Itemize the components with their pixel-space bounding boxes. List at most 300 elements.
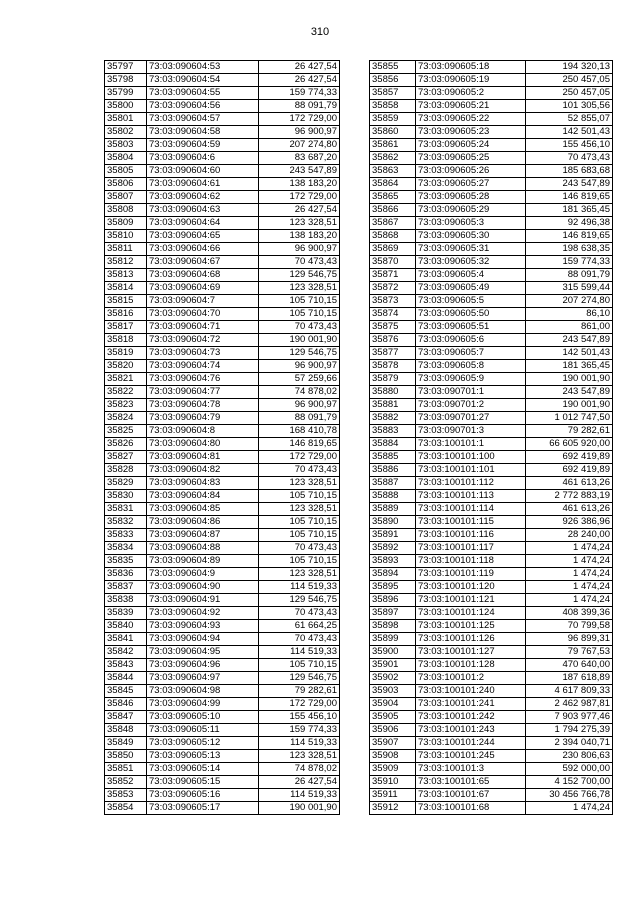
cadastral-number-cell: 73:03:090604:88	[147, 542, 259, 555]
value-cell: 105 710,15	[259, 308, 340, 321]
table-row	[105, 698, 340, 711]
cadastral-number-cell: 73:03:090604:84	[147, 490, 259, 503]
table-row	[370, 620, 613, 633]
row-number-cell: 35831	[105, 503, 147, 516]
cadastral-number-cell: 73:03:090604:91	[147, 594, 259, 607]
table-row	[105, 191, 340, 204]
row-number-cell: 35836	[105, 568, 147, 581]
row-number-cell: 35854	[105, 802, 147, 815]
cadastral-number-cell: 73:03:090604:97	[147, 672, 259, 685]
cadastral-number-cell: 73:03:100101:101	[416, 464, 526, 477]
table-row	[105, 87, 340, 100]
table-row	[105, 763, 340, 776]
value-cell: 159 774,33	[526, 256, 613, 269]
row-number-cell: 35797	[105, 61, 147, 74]
value-cell: 129 546,75	[259, 347, 340, 360]
cadastral-number-cell: 73:03:100101:114	[416, 503, 526, 516]
row-number-cell: 35848	[105, 724, 147, 737]
cadastral-number-cell: 73:03:100101:125	[416, 620, 526, 633]
row-number-cell: 35811	[105, 243, 147, 256]
value-cell: 96 899,31	[526, 633, 613, 646]
value-cell: 96 900,97	[259, 243, 340, 256]
row-number-cell: 35884	[370, 438, 416, 451]
cadastral-number-cell: 73:03:100101:2	[416, 672, 526, 685]
value-cell: 30 456 766,78	[526, 789, 613, 802]
table-row	[105, 386, 340, 399]
table-row	[370, 61, 613, 74]
table-row	[370, 165, 613, 178]
table-row	[370, 490, 613, 503]
value-cell: 52 855,07	[526, 113, 613, 126]
value-cell: 1 474,24	[526, 802, 613, 815]
table-row	[370, 789, 613, 802]
row-number-cell: 35803	[105, 139, 147, 152]
value-cell: 7 903 977,46	[526, 711, 613, 724]
table-row	[105, 672, 340, 685]
cadastral-number-cell: 73:03:090604:57	[147, 113, 259, 126]
table-row	[370, 347, 613, 360]
cadastral-number-cell: 73:03:090604:69	[147, 282, 259, 295]
row-number-cell: 35832	[105, 516, 147, 529]
cadastral-number-cell: 73:03:090605:51	[416, 321, 526, 334]
cadastral-number-cell: 73:03:100101:244	[416, 737, 526, 750]
row-number-cell: 35849	[105, 737, 147, 750]
cadastral-number-cell: 73:03:100101:112	[416, 477, 526, 490]
value-cell: 155 456,10	[526, 139, 613, 152]
cadastral-number-cell: 73:03:090605:19	[416, 74, 526, 87]
cadastral-number-cell: 73:03:090604:68	[147, 269, 259, 282]
table-row	[105, 243, 340, 256]
table-row	[370, 750, 613, 763]
table-row	[105, 100, 340, 113]
cadastral-number-cell: 73:03:090604:92	[147, 607, 259, 620]
cadastral-number-cell: 73:03:090604:99	[147, 698, 259, 711]
table-row	[105, 659, 340, 672]
value-cell: 86,10	[526, 308, 613, 321]
value-cell: 123 328,51	[259, 750, 340, 763]
cadastral-number-cell: 73:03:090604:56	[147, 100, 259, 113]
row-number-cell: 35862	[370, 152, 416, 165]
row-number-cell: 35861	[370, 139, 416, 152]
table-row	[105, 269, 340, 282]
cadastral-number-cell: 73:03:100101:242	[416, 711, 526, 724]
table-row	[105, 789, 340, 802]
row-number-cell: 35852	[105, 776, 147, 789]
row-number-cell: 35909	[370, 763, 416, 776]
row-number-cell: 35838	[105, 594, 147, 607]
cadastral-number-cell: 73:03:090605:10	[147, 711, 259, 724]
register-table-right-body	[370, 61, 613, 815]
cadastral-number-cell: 73:03:100101:1	[416, 438, 526, 451]
table-row	[370, 711, 613, 724]
row-number-cell: 35899	[370, 633, 416, 646]
cadastral-number-cell: 73:03:090605:11	[147, 724, 259, 737]
register-table-left-body	[105, 61, 340, 815]
value-cell: 181 365,45	[526, 360, 613, 373]
value-cell: 70 473,43	[259, 464, 340, 477]
row-number-cell: 35830	[105, 490, 147, 503]
value-cell: 461 613,26	[526, 503, 613, 516]
table-row	[370, 126, 613, 139]
table-row	[370, 542, 613, 555]
row-number-cell: 35911	[370, 789, 416, 802]
value-cell: 861,00	[526, 321, 613, 334]
table-row	[370, 646, 613, 659]
cadastral-number-cell: 73:03:090604:81	[147, 451, 259, 464]
table-row	[370, 282, 613, 295]
page-number: 310	[310, 26, 330, 38]
cadastral-number-cell: 73:03:090604:8	[147, 425, 259, 438]
value-cell: 88 091,79	[526, 269, 613, 282]
row-number-cell: 35845	[105, 685, 147, 698]
value-cell: 230 806,63	[526, 750, 613, 763]
value-cell: 172 729,00	[259, 451, 340, 464]
row-number-cell: 35834	[105, 542, 147, 555]
row-number-cell: 35898	[370, 620, 416, 633]
value-cell: 138 183,20	[259, 230, 340, 243]
table-row	[370, 204, 613, 217]
value-cell: 26 427,54	[259, 74, 340, 87]
table-row	[370, 516, 613, 529]
value-cell: 1 474,24	[526, 542, 613, 555]
table-row	[105, 360, 340, 373]
value-cell: 88 091,79	[259, 412, 340, 425]
table-row	[105, 685, 340, 698]
cadastral-number-cell: 73:03:090604:71	[147, 321, 259, 334]
row-number-cell: 35900	[370, 646, 416, 659]
table-row	[105, 750, 340, 763]
value-cell: 70 473,43	[259, 321, 340, 334]
cadastral-number-cell: 73:03:090604:94	[147, 633, 259, 646]
table-row	[370, 256, 613, 269]
row-number-cell: 35850	[105, 750, 147, 763]
value-cell: 70 473,43	[259, 542, 340, 555]
cadastral-number-cell: 73:03:090604:62	[147, 191, 259, 204]
row-number-cell: 35895	[370, 581, 416, 594]
table-row	[370, 139, 613, 152]
value-cell: 79 282,61	[259, 685, 340, 698]
table-row	[370, 659, 613, 672]
row-number-cell: 35810	[105, 230, 147, 243]
row-number-cell: 35869	[370, 243, 416, 256]
table-row	[105, 438, 340, 451]
cadastral-number-cell: 73:03:100101:245	[416, 750, 526, 763]
table-row	[370, 373, 613, 386]
cadastral-number-cell: 73:03:090604:67	[147, 256, 259, 269]
table-row	[105, 308, 340, 321]
row-number-cell: 35846	[105, 698, 147, 711]
row-number-cell: 35842	[105, 646, 147, 659]
row-number-cell: 35817	[105, 321, 147, 334]
table-row	[370, 399, 613, 412]
row-number-cell: 35839	[105, 607, 147, 620]
cadastral-number-cell: 73:03:090604:6	[147, 152, 259, 165]
cadastral-number-cell: 73:03:090605:8	[416, 360, 526, 373]
value-cell: 198 638,35	[526, 243, 613, 256]
value-cell: 1 012 747,50	[526, 412, 613, 425]
row-number-cell: 35890	[370, 516, 416, 529]
cadastral-number-cell: 73:03:090605:32	[416, 256, 526, 269]
value-cell: 129 546,75	[259, 594, 340, 607]
row-number-cell: 35870	[370, 256, 416, 269]
row-number-cell: 35818	[105, 334, 147, 347]
value-cell: 96 900,97	[259, 399, 340, 412]
value-cell: 146 819,65	[526, 191, 613, 204]
table-row	[105, 555, 340, 568]
row-number-cell: 35825	[105, 425, 147, 438]
row-number-cell: 35887	[370, 477, 416, 490]
value-cell: 79 767,53	[526, 646, 613, 659]
table-row	[370, 451, 613, 464]
value-cell: 250 457,05	[526, 74, 613, 87]
register-table-right	[369, 60, 613, 815]
table-row	[105, 724, 340, 737]
value-cell: 1 474,24	[526, 581, 613, 594]
cadastral-number-cell: 73:03:100101:118	[416, 555, 526, 568]
table-row	[370, 308, 613, 321]
cadastral-number-cell: 73:03:090604:83	[147, 477, 259, 490]
cadastral-number-cell: 73:03:090604:70	[147, 308, 259, 321]
table-row	[370, 581, 613, 594]
row-number-cell: 35857	[370, 87, 416, 100]
table-row	[370, 74, 613, 87]
value-cell: 101 305,56	[526, 100, 613, 113]
cadastral-number-cell: 73:03:090605:2	[416, 87, 526, 100]
cadastral-number-cell: 73:03:090701:1	[416, 386, 526, 399]
cadastral-number-cell: 73:03:090605:6	[416, 334, 526, 347]
cadastral-number-cell: 73:03:100101:116	[416, 529, 526, 542]
row-number-cell: 35800	[105, 100, 147, 113]
cadastral-number-cell: 73:03:100101:128	[416, 659, 526, 672]
table-row	[105, 516, 340, 529]
cadastral-number-cell: 73:03:090604:7	[147, 295, 259, 308]
row-number-cell: 35798	[105, 74, 147, 87]
table-row	[105, 74, 340, 87]
cadastral-number-cell: 73:03:090605:13	[147, 750, 259, 763]
cadastral-number-cell: 73:03:090605:17	[147, 802, 259, 815]
value-cell: 114 519,33	[259, 581, 340, 594]
row-number-cell: 35906	[370, 724, 416, 737]
row-number-cell: 35851	[105, 763, 147, 776]
table-row	[105, 646, 340, 659]
row-number-cell: 35802	[105, 126, 147, 139]
row-number-cell: 35813	[105, 269, 147, 282]
cadastral-number-cell: 73:03:090605:12	[147, 737, 259, 750]
value-cell: 74 878,02	[259, 763, 340, 776]
row-number-cell: 35837	[105, 581, 147, 594]
row-number-cell: 35897	[370, 607, 416, 620]
value-cell: 155 456,10	[259, 711, 340, 724]
cadastral-number-cell: 73:03:090605:15	[147, 776, 259, 789]
row-number-cell: 35875	[370, 321, 416, 334]
table-row	[105, 594, 340, 607]
cadastral-number-cell: 73:03:100101:67	[416, 789, 526, 802]
table-row	[370, 269, 613, 282]
row-number-cell: 35859	[370, 113, 416, 126]
value-cell: 4 152 700,00	[526, 776, 613, 789]
value-cell: 70 799,58	[526, 620, 613, 633]
row-number-cell: 35822	[105, 386, 147, 399]
cadastral-number-cell: 73:03:090605:24	[416, 139, 526, 152]
value-cell: 96 900,97	[259, 126, 340, 139]
cadastral-number-cell: 73:03:100101:65	[416, 776, 526, 789]
table-row	[105, 178, 340, 191]
row-number-cell: 35905	[370, 711, 416, 724]
value-cell: 159 774,33	[259, 87, 340, 100]
table-row	[105, 256, 340, 269]
value-cell: 1 474,24	[526, 568, 613, 581]
value-cell: 243 547,89	[526, 178, 613, 191]
cadastral-number-cell: 73:03:090604:55	[147, 87, 259, 100]
row-number-cell: 35896	[370, 594, 416, 607]
cadastral-number-cell: 73:03:090605:50	[416, 308, 526, 321]
row-number-cell: 35874	[370, 308, 416, 321]
cadastral-number-cell: 73:03:090604:82	[147, 464, 259, 477]
table-row	[105, 230, 340, 243]
value-cell: 138 183,20	[259, 178, 340, 191]
value-cell: 123 328,51	[259, 217, 340, 230]
table-row	[370, 698, 613, 711]
value-cell: 243 547,89	[259, 165, 340, 178]
value-cell: 83 687,20	[259, 152, 340, 165]
row-number-cell: 35801	[105, 113, 147, 126]
table-row	[370, 737, 613, 750]
table-row	[370, 230, 613, 243]
row-number-cell: 35879	[370, 373, 416, 386]
row-number-cell: 35910	[370, 776, 416, 789]
cadastral-number-cell: 73:03:100101:126	[416, 633, 526, 646]
table-row	[105, 61, 340, 74]
table-row	[370, 191, 613, 204]
row-number-cell: 35828	[105, 464, 147, 477]
cadastral-number-cell: 73:03:090605:9	[416, 373, 526, 386]
cadastral-number-cell: 73:03:100101:240	[416, 685, 526, 698]
row-number-cell: 35833	[105, 529, 147, 542]
value-cell: 79 282,61	[526, 425, 613, 438]
value-cell: 123 328,51	[259, 282, 340, 295]
row-number-cell: 35885	[370, 451, 416, 464]
row-number-cell: 35865	[370, 191, 416, 204]
cadastral-number-cell: 73:03:090604:76	[147, 373, 259, 386]
value-cell: 142 501,43	[526, 126, 613, 139]
table-row	[105, 711, 340, 724]
row-number-cell: 35904	[370, 698, 416, 711]
cadastral-number-cell: 73:03:100101:3	[416, 763, 526, 776]
cadastral-number-cell: 73:03:090604:74	[147, 360, 259, 373]
table-row	[105, 425, 340, 438]
table-row	[105, 542, 340, 555]
table-row	[370, 100, 613, 113]
table-row	[105, 373, 340, 386]
table-row	[370, 776, 613, 789]
table-row	[105, 503, 340, 516]
value-cell: 123 328,51	[259, 477, 340, 490]
row-number-cell: 35829	[105, 477, 147, 490]
value-cell: 66 605 920,00	[526, 438, 613, 451]
row-number-cell: 35820	[105, 360, 147, 373]
table-row	[105, 802, 340, 815]
cadastral-number-cell: 73:03:090605:4	[416, 269, 526, 282]
value-cell: 243 547,89	[526, 386, 613, 399]
cadastral-number-cell: 73:03:090604:77	[147, 386, 259, 399]
row-number-cell: 35888	[370, 490, 416, 503]
cadastral-number-cell: 73:03:090605:26	[416, 165, 526, 178]
row-number-cell: 35843	[105, 659, 147, 672]
cadastral-number-cell: 73:03:090604:61	[147, 178, 259, 191]
row-number-cell: 35881	[370, 399, 416, 412]
row-number-cell: 35844	[105, 672, 147, 685]
cadastral-number-cell: 73:03:090701:27	[416, 412, 526, 425]
row-number-cell: 35864	[370, 178, 416, 191]
cadastral-number-cell: 73:03:090604:78	[147, 399, 259, 412]
table-row	[370, 87, 613, 100]
row-number-cell: 35808	[105, 204, 147, 217]
value-cell: 692 419,89	[526, 464, 613, 477]
value-cell: 70 473,43	[259, 633, 340, 646]
row-number-cell: 35812	[105, 256, 147, 269]
cadastral-number-cell: 73:03:090604:96	[147, 659, 259, 672]
table-row	[105, 581, 340, 594]
row-number-cell: 35821	[105, 373, 147, 386]
cadastral-number-cell: 73:03:100101:113	[416, 490, 526, 503]
value-cell: 4 617 809,33	[526, 685, 613, 698]
table-row	[105, 620, 340, 633]
cadastral-number-cell: 73:03:100101:68	[416, 802, 526, 815]
value-cell: 26 427,54	[259, 61, 340, 74]
value-cell: 194 320,13	[526, 61, 613, 74]
cadastral-number-cell: 73:03:090604:86	[147, 516, 259, 529]
cadastral-number-cell: 73:03:100101:241	[416, 698, 526, 711]
cadastral-number-cell: 73:03:090604:58	[147, 126, 259, 139]
row-number-cell: 35894	[370, 568, 416, 581]
table-row	[370, 412, 613, 425]
value-cell: 114 519,33	[259, 737, 340, 750]
table-row	[370, 724, 613, 737]
cadastral-number-cell: 73:03:100101:243	[416, 724, 526, 737]
table-row	[105, 607, 340, 620]
row-number-cell: 35882	[370, 412, 416, 425]
table-row	[370, 802, 613, 815]
value-cell: 2 394 040,71	[526, 737, 613, 750]
row-number-cell: 35840	[105, 620, 147, 633]
cadastral-number-cell: 73:03:090605:21	[416, 100, 526, 113]
value-cell: 207 274,80	[259, 139, 340, 152]
table-row	[105, 126, 340, 139]
value-cell: 172 729,00	[259, 698, 340, 711]
value-cell: 105 710,15	[259, 555, 340, 568]
row-number-cell: 35799	[105, 87, 147, 100]
table-row	[105, 295, 340, 308]
cadastral-number-cell: 73:03:090605:49	[416, 282, 526, 295]
value-cell: 129 546,75	[259, 672, 340, 685]
table-row	[105, 633, 340, 646]
row-number-cell: 35901	[370, 659, 416, 672]
row-number-cell: 35819	[105, 347, 147, 360]
cadastral-number-cell: 73:03:090604:63	[147, 204, 259, 217]
value-cell: 1 474,24	[526, 555, 613, 568]
cadastral-number-cell: 73:03:100101:120	[416, 581, 526, 594]
table-row	[370, 633, 613, 646]
cadastral-number-cell: 73:03:090605:3	[416, 217, 526, 230]
row-number-cell: 35826	[105, 438, 147, 451]
table-row	[370, 217, 613, 230]
value-cell: 129 546,75	[259, 269, 340, 282]
row-number-cell: 35814	[105, 282, 147, 295]
value-cell: 207 274,80	[526, 295, 613, 308]
value-cell: 114 519,33	[259, 646, 340, 659]
row-number-cell: 35912	[370, 802, 416, 815]
cadastral-number-cell: 73:03:100101:115	[416, 516, 526, 529]
